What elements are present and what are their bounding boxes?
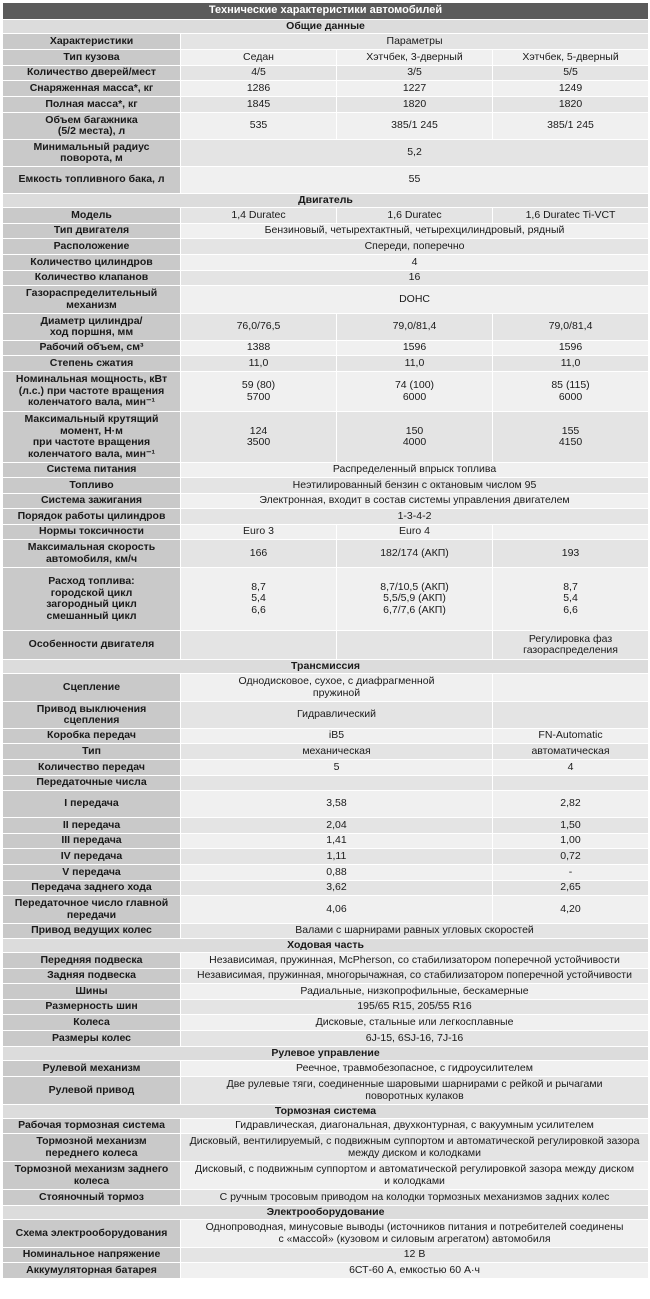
row-value: 76,0/76,5	[181, 314, 337, 341]
title-row	[3, 3, 649, 20]
row-value: Регулировка фаз газораспределения	[493, 631, 649, 660]
row-value: Независимая, пружинная, McPherson, со стабилизатором поперечной устойчивости	[181, 953, 649, 969]
row-label: Передача заднего хода	[3, 881, 181, 896]
table-row	[3, 1015, 649, 1031]
row-label: V передача	[3, 865, 181, 881]
table-row	[3, 1248, 649, 1263]
table-row	[3, 924, 649, 939]
row-value: 5/5	[493, 66, 649, 81]
row-value-auto: FN-Automatic	[493, 729, 649, 744]
row-value: 1249	[493, 81, 649, 97]
row-value-auto: автоматическая	[493, 744, 649, 760]
table-row	[3, 97, 649, 113]
row-value: 193	[493, 540, 649, 568]
table-row	[3, 509, 649, 525]
row-value: Электронная, входит в состав системы управления двигателем	[181, 494, 649, 509]
row-value-manual: 2,04	[181, 818, 493, 834]
row-value-manual: 1,11	[181, 849, 493, 865]
row-value: 1596	[337, 341, 493, 356]
table-row	[3, 674, 649, 702]
row-label: Привод выключения сцепления	[3, 702, 181, 729]
row-value-auto: 2,82	[493, 791, 649, 818]
row-label: Порядок работы цилиндров	[3, 509, 181, 525]
row-label: Диаметр цилиндра/ ход поршня, мм	[3, 314, 181, 341]
table-row	[3, 140, 649, 167]
row-value: Радиальные, низкопрофильные, бескамерные	[181, 984, 649, 1000]
table-row	[3, 729, 649, 744]
row-value: Две рулевые тяги, соединенные шаровыми шарнирами с рейкой и рычагами поворотных кулаков	[181, 1077, 649, 1105]
row-label: Емкость топливного бака, л	[3, 167, 181, 194]
section-heading: Ходовая часть	[3, 939, 649, 953]
row-value: Бензиновый, четырехтактный, четырехцилиндровый, рядный	[181, 224, 649, 239]
section-heading: Общие данные	[3, 20, 649, 34]
row-value: Независимая, пружинная, многорычажная, со стабилизатором поперечной устойчивости	[181, 969, 649, 984]
row-value: Валами с шарнирами равных угловых скоростей	[181, 924, 649, 939]
table-row	[3, 113, 649, 140]
row-value-manual: 5	[181, 760, 493, 776]
row-value: 3/5	[337, 66, 493, 81]
section-heading: Тормозная система	[3, 1105, 649, 1119]
table-row	[3, 1190, 649, 1206]
row-label: Количество передач	[3, 760, 181, 776]
row-value: Спереди, поперечно	[181, 239, 649, 255]
row-value: Дисковый, вентилируемый, с подвижным суппортом и автоматической регулировкой зазора между диском и колодками	[181, 1134, 649, 1162]
row-label: Тормозной механизм заднего колеса	[3, 1162, 181, 1190]
row-value: 155 4150	[493, 412, 649, 463]
row-value: Дисковые, стальные или легкосплавные	[181, 1015, 649, 1031]
table-row	[3, 702, 649, 729]
table-row	[3, 356, 649, 372]
row-value-auto: 4,20	[493, 896, 649, 924]
row-label: IV передача	[3, 849, 181, 865]
row-value: 79,0/81,4	[337, 314, 493, 341]
row-label: Рабочая тормозная система	[3, 1119, 181, 1134]
table-row	[3, 1031, 649, 1047]
row-value-auto	[493, 776, 649, 791]
table-row	[3, 494, 649, 509]
row-value: Реечное, травмобезопасное, с гидроусилителем	[181, 1061, 649, 1077]
row-label: Объем багажника (5/2 места), л	[3, 113, 181, 140]
row-value: Хэтчбек, 3-дверный	[337, 50, 493, 66]
row-label: Привод ведущих колес	[3, 924, 181, 939]
row-value: Хэтчбек, 5-дверный	[493, 50, 649, 66]
table-row	[3, 314, 649, 341]
row-value: 1820	[493, 97, 649, 113]
table-row	[3, 631, 649, 660]
table-row	[3, 478, 649, 494]
table-row	[3, 341, 649, 356]
row-value: 124 3500	[181, 412, 337, 463]
table-row	[3, 896, 649, 924]
row-value-auto: -	[493, 865, 649, 881]
row-value-manual: механическая	[181, 744, 493, 760]
row-value-manual: 0,88	[181, 865, 493, 881]
table-row	[3, 1162, 649, 1190]
row-value-manual: Однодисковое, сухое, с диафрагменной пружиной	[181, 674, 493, 702]
row-value-auto: 1,00	[493, 834, 649, 849]
row-label: Тормозной механизм переднего колеса	[3, 1134, 181, 1162]
row-label: Полная масса*, кг	[3, 97, 181, 113]
row-label: Рулевой механизм	[3, 1061, 181, 1077]
row-label: Тип	[3, 744, 181, 760]
row-label: Расположение	[3, 239, 181, 255]
row-value-auto	[493, 674, 649, 702]
row-value: 8,7 5,4 6,6	[493, 568, 649, 631]
table-row	[3, 81, 649, 97]
row-value: 1227	[337, 81, 493, 97]
table-row	[3, 984, 649, 1000]
table-row	[3, 50, 649, 66]
row-value-auto: 0,72	[493, 849, 649, 865]
row-value: Однопроводная, минусовые выводы (источников питания и потребителей соединены с «массой» (кузовом и силовым агрегатом) автомобиля	[181, 1220, 649, 1248]
row-value: 11,0	[337, 356, 493, 372]
table-row	[3, 372, 649, 412]
table-row	[3, 255, 649, 271]
row-label: Передняя подвеска	[3, 953, 181, 969]
row-value: 1,6 Duratec	[337, 208, 493, 224]
table-row	[3, 834, 649, 849]
row-value-auto: 2,65	[493, 881, 649, 896]
row-value: С ручным тросовым приводом на колодки тормозных механизмов задних колес	[181, 1190, 649, 1206]
table-row	[3, 1000, 649, 1015]
row-label: Расход топлива: городской цикл загородный цикл смешанный цикл	[3, 568, 181, 631]
row-label: Характеристики	[3, 34, 181, 50]
row-label: III передача	[3, 834, 181, 849]
row-value: Параметры	[181, 34, 649, 50]
row-value: 182/174 (АКП)	[337, 540, 493, 568]
row-value	[181, 631, 337, 660]
row-value: Седан	[181, 50, 337, 66]
row-label: Колеса	[3, 1015, 181, 1031]
row-value: 8,7/10,5 (АКП) 5,5/5,9 (АКП) 6,7/7,6 (АКП)	[337, 568, 493, 631]
row-label: Тип кузова	[3, 50, 181, 66]
row-label: Размеры колес	[3, 1031, 181, 1047]
row-label: Количество дверей/мест	[3, 66, 181, 81]
row-value-manual: 3,58	[181, 791, 493, 818]
table-row	[3, 224, 649, 239]
row-label: Рабочий объем, см³	[3, 341, 181, 356]
row-label: Нормы токсичности	[3, 525, 181, 540]
row-value: 195/65 R15, 205/55 R16	[181, 1000, 649, 1015]
row-label: Минимальный радиус поворота, м	[3, 140, 181, 167]
row-label: Сцепление	[3, 674, 181, 702]
row-value-manual: 1,41	[181, 834, 493, 849]
table-row	[3, 865, 649, 881]
row-label: Передаточные числа	[3, 776, 181, 791]
spec-table	[2, 2, 649, 1279]
row-value: 74 (100) 6000	[337, 372, 493, 412]
table-row	[3, 412, 649, 463]
row-value-manual: Гидравлический	[181, 702, 493, 729]
table-row	[3, 760, 649, 776]
row-label: Газораспределительный механизм	[3, 286, 181, 314]
row-label: Система зажигания	[3, 494, 181, 509]
row-value: 1845	[181, 97, 337, 113]
row-value: DOHC	[181, 286, 649, 314]
row-value-manual: 3,62	[181, 881, 493, 896]
row-label: Модель	[3, 208, 181, 224]
row-value	[493, 525, 649, 540]
row-label: Номинальная мощность, кВт (л.с.) при частоте вращения коленчатого вала, мин⁻¹	[3, 372, 181, 412]
row-label: Максимальный крутящий момент, Н·м при частоте вращения коленчатого вала, мин⁻¹	[3, 412, 181, 463]
row-label: Стояночный тормоз	[3, 1190, 181, 1206]
row-label: Аккумуляторная батарея	[3, 1263, 181, 1279]
row-label: Задняя подвеска	[3, 969, 181, 984]
table-row	[3, 239, 649, 255]
section-row	[3, 660, 649, 674]
table-row	[3, 818, 649, 834]
row-label: Количество клапанов	[3, 271, 181, 286]
row-value-auto: 1,50	[493, 818, 649, 834]
row-value: 4	[181, 255, 649, 271]
row-value: Euro 4	[337, 525, 493, 540]
row-value: 1820	[337, 97, 493, 113]
section-row	[3, 939, 649, 953]
section-heading: Рулевое управление	[3, 1047, 649, 1061]
row-value: Euro 3	[181, 525, 337, 540]
row-value: 385/1 245	[493, 113, 649, 140]
row-label: Рулевой привод	[3, 1077, 181, 1105]
row-value-manual	[181, 776, 493, 791]
section-row	[3, 1206, 649, 1220]
row-value: 5,2	[181, 140, 649, 167]
row-value: Гидравлическая, диагональная, двухконтурная, с вакуумным усилителем	[181, 1119, 649, 1134]
table-row	[3, 208, 649, 224]
row-value: Дисковый, с подвижным суппортом и автоматической регулировкой зазора между диском и колодками	[181, 1162, 649, 1190]
row-value: 6J-15, 6SJ-16, 7J-16	[181, 1031, 649, 1047]
row-value: 150 4000	[337, 412, 493, 463]
row-value: 1286	[181, 81, 337, 97]
row-value: 1596	[493, 341, 649, 356]
row-value: 79,0/81,4	[493, 314, 649, 341]
table-row	[3, 849, 649, 865]
row-value: Неэтилированный бензин с октановым числом 95	[181, 478, 649, 494]
row-label: Топливо	[3, 478, 181, 494]
row-label: Степень сжатия	[3, 356, 181, 372]
section-heading: Трансмиссия	[3, 660, 649, 674]
table-row	[3, 969, 649, 984]
row-value: 8,7 5,4 6,6	[181, 568, 337, 631]
table-row	[3, 744, 649, 760]
table-row	[3, 1134, 649, 1162]
table-row	[3, 34, 649, 50]
row-label: I передача	[3, 791, 181, 818]
row-value: 85 (115) 6000	[493, 372, 649, 412]
table-row	[3, 1220, 649, 1248]
row-label: Размерность шин	[3, 1000, 181, 1015]
row-value: 166	[181, 540, 337, 568]
table-row	[3, 540, 649, 568]
table-row	[3, 776, 649, 791]
row-value-auto: 4	[493, 760, 649, 776]
row-label: Тип двигателя	[3, 224, 181, 239]
row-value-manual: 4,06	[181, 896, 493, 924]
row-label: Коробка передач	[3, 729, 181, 744]
section-heading: Двигатель	[3, 194, 649, 208]
table-row	[3, 66, 649, 81]
row-value	[337, 631, 493, 660]
table-row	[3, 167, 649, 194]
table-row	[3, 1119, 649, 1134]
section-row	[3, 1105, 649, 1119]
table-row	[3, 953, 649, 969]
row-label: Количество цилиндров	[3, 255, 181, 271]
row-value: 4/5	[181, 66, 337, 81]
row-value: 385/1 245	[337, 113, 493, 140]
row-value: 16	[181, 271, 649, 286]
section-row	[3, 194, 649, 208]
row-value: 1,4 Duratec	[181, 208, 337, 224]
row-value: 55	[181, 167, 649, 194]
table-row	[3, 1077, 649, 1105]
section-heading: Электрооборудование	[3, 1206, 649, 1220]
row-value: 1,6 Duratec Ti-VCT	[493, 208, 649, 224]
row-value-auto	[493, 702, 649, 729]
row-value: 535	[181, 113, 337, 140]
table-row	[3, 271, 649, 286]
row-value: 1388	[181, 341, 337, 356]
row-label: Максимальная скорость автомобиля, км/ч	[3, 540, 181, 568]
row-value: 59 (80) 5700	[181, 372, 337, 412]
row-label: Система питания	[3, 463, 181, 478]
row-value-manual: iB5	[181, 729, 493, 744]
table-row	[3, 463, 649, 478]
row-label: Номинальное напряжение	[3, 1248, 181, 1263]
table-row	[3, 568, 649, 631]
row-label: Особенности двигателя	[3, 631, 181, 660]
table-row	[3, 1061, 649, 1077]
row-label: Схема электрооборудования	[3, 1220, 181, 1248]
row-value: Распределенный впрыск топлива	[181, 463, 649, 478]
spec-table-body	[3, 3, 649, 1279]
table-row	[3, 1263, 649, 1279]
table-row	[3, 881, 649, 896]
row-value: 11,0	[181, 356, 337, 372]
row-value: 12 В	[181, 1248, 649, 1263]
row-label: Снаряженная масса*, кг	[3, 81, 181, 97]
row-value: 1-3-4-2	[181, 509, 649, 525]
table-row	[3, 525, 649, 540]
section-row	[3, 1047, 649, 1061]
table-row	[3, 286, 649, 314]
row-label: II передача	[3, 818, 181, 834]
row-value: 6СТ-60 А, емкостью 60 А·ч	[181, 1263, 649, 1279]
section-row	[3, 20, 649, 34]
table-title: Технические характеристики автомобилей	[3, 3, 649, 20]
table-row	[3, 791, 649, 818]
row-value: 11,0	[493, 356, 649, 372]
row-label: Передаточное число главной передачи	[3, 896, 181, 924]
row-label: Шины	[3, 984, 181, 1000]
